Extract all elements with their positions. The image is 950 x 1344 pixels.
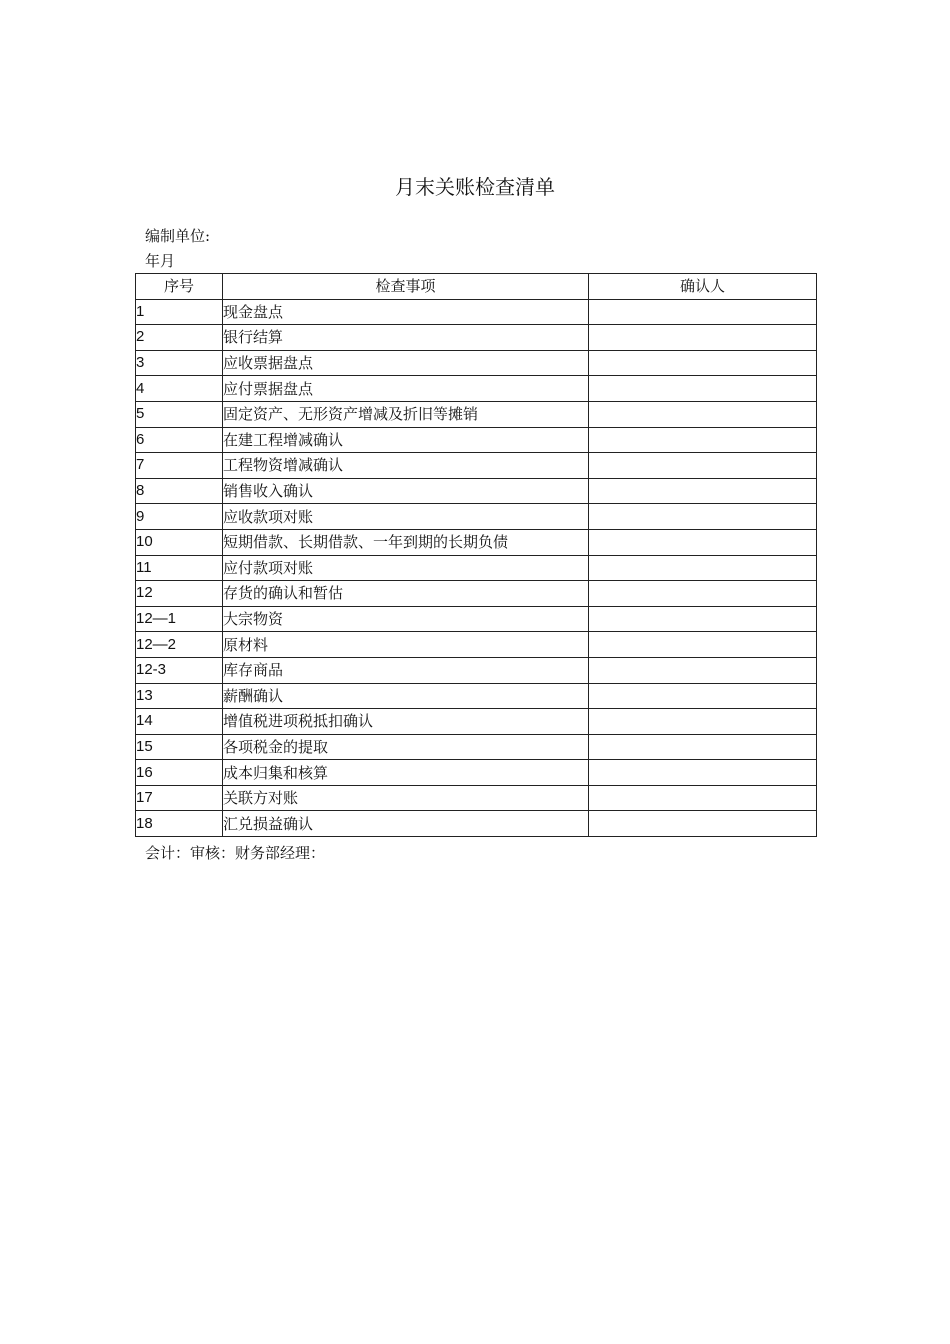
check-item-cell: 应收款项对账 — [223, 504, 589, 530]
compiling-unit-label: 编制单位: — [145, 227, 211, 245]
column-header-number: 序号 — [136, 274, 223, 300]
table-row — [136, 299, 817, 325]
row-number-cell: 10 — [136, 529, 223, 555]
row-number-cell: 12 — [136, 581, 223, 607]
confirmer-cell — [589, 299, 817, 325]
table-row — [136, 555, 817, 581]
column-header-check-item: 检查事项 — [223, 274, 589, 300]
table-row — [136, 478, 817, 504]
table-row — [136, 427, 817, 453]
check-item-cell: 现金盘点 — [223, 299, 589, 325]
confirmer-cell — [589, 504, 817, 530]
confirmer-cell — [589, 734, 817, 760]
confirmer-cell — [589, 606, 817, 632]
row-number-cell: 2 — [136, 325, 223, 351]
confirmer-cell — [589, 785, 817, 811]
document-title: 月末关账检查清单 — [395, 175, 555, 199]
check-item-cell: 薪酬确认 — [223, 683, 589, 709]
check-item-cell: 存货的确认和暂估 — [223, 581, 589, 607]
row-number-cell: 18 — [136, 811, 223, 837]
row-number-cell: 9 — [136, 504, 223, 530]
table-row — [136, 504, 817, 530]
row-number-cell: 17 — [136, 785, 223, 811]
row-number-cell: 12—2 — [136, 632, 223, 658]
confirmer-cell — [589, 811, 817, 837]
confirmer-cell — [589, 529, 817, 555]
confirmer-cell — [589, 760, 817, 786]
row-number-cell: 14 — [136, 709, 223, 735]
row-number-cell: 4 — [136, 376, 223, 402]
signature-line: 会计：审核：财务部经理： — [145, 844, 326, 862]
check-item-cell: 工程物资增减确认 — [223, 453, 589, 479]
confirmer-cell — [589, 709, 817, 735]
check-item-cell: 银行结算 — [223, 325, 589, 351]
check-item-cell: 销售收入确认 — [223, 478, 589, 504]
confirmer-cell — [589, 325, 817, 351]
check-item-cell: 成本归集和核算 — [223, 760, 589, 786]
table-row — [136, 325, 817, 351]
check-item-cell: 固定资产、无形资产增减及折旧等摊销 — [223, 401, 589, 427]
table-row — [136, 811, 817, 837]
table-row — [136, 683, 817, 709]
table-row — [136, 401, 817, 427]
row-number-cell: 5 — [136, 401, 223, 427]
confirmer-cell — [589, 427, 817, 453]
confirmer-cell — [589, 350, 817, 376]
table-row — [136, 734, 817, 760]
check-item-cell: 应付票据盘点 — [223, 376, 589, 402]
check-item-cell: 应收票据盘点 — [223, 350, 589, 376]
row-number-cell: 11 — [136, 555, 223, 581]
row-number-cell: 7 — [136, 453, 223, 479]
confirmer-cell — [589, 478, 817, 504]
confirmer-cell — [589, 453, 817, 479]
confirmer-cell — [589, 555, 817, 581]
confirmer-cell — [589, 632, 817, 658]
checklist-body — [136, 299, 817, 836]
table-row — [136, 709, 817, 735]
row-number-cell: 16 — [136, 760, 223, 786]
checklist-table — [135, 273, 817, 837]
confirmer-cell — [589, 683, 817, 709]
confirmer-cell — [589, 401, 817, 427]
check-item-cell: 增值税进项税抵扣确认 — [223, 709, 589, 735]
row-number-cell: 3 — [136, 350, 223, 376]
check-item-cell: 原材料 — [223, 632, 589, 658]
check-item-cell: 在建工程增减确认 — [223, 427, 589, 453]
row-number-cell: 6 — [136, 427, 223, 453]
table-row — [136, 606, 817, 632]
row-number-cell: 12—1 — [136, 606, 223, 632]
row-number-cell: 12-3 — [136, 657, 223, 683]
check-item-cell: 库存商品 — [223, 657, 589, 683]
table-row — [136, 350, 817, 376]
year-month-label: 年月 — [145, 252, 176, 270]
table-row — [136, 785, 817, 811]
confirmer-cell — [589, 657, 817, 683]
check-item-cell: 汇兑损益确认 — [223, 811, 589, 837]
row-number-cell: 1 — [136, 299, 223, 325]
table-row — [136, 376, 817, 402]
table-row — [136, 581, 817, 607]
row-number-cell: 13 — [136, 683, 223, 709]
check-item-cell: 短期借款、长期借款、一年到期的长期负债 — [223, 529, 589, 555]
confirmer-cell — [589, 581, 817, 607]
column-header-confirmer: 确认人 — [589, 274, 817, 300]
table-row — [136, 632, 817, 658]
row-number-cell: 8 — [136, 478, 223, 504]
row-number-cell: 15 — [136, 734, 223, 760]
confirmer-cell — [589, 376, 817, 402]
table-row — [136, 657, 817, 683]
table-header-row — [136, 274, 817, 300]
check-item-cell: 大宗物资 — [223, 606, 589, 632]
check-item-cell: 应付款项对账 — [223, 555, 589, 581]
table-row — [136, 529, 817, 555]
table-row — [136, 453, 817, 479]
check-item-cell: 关联方对账 — [223, 785, 589, 811]
table-row — [136, 760, 817, 786]
check-item-cell: 各项税金的提取 — [223, 734, 589, 760]
